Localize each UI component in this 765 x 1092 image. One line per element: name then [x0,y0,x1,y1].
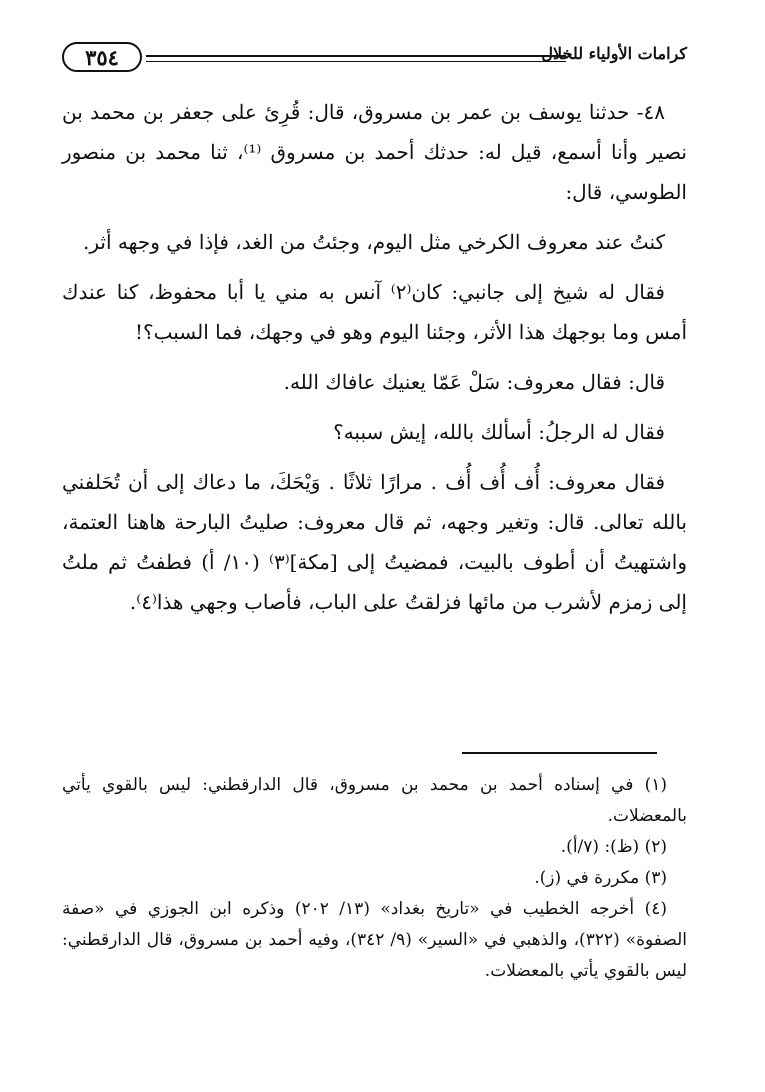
book-title: كرامات الأولياء للخلال [541,44,687,63]
paragraph: فقال له شيخ إلى جانبي: كان⁽٢⁾ آنس به مني يا أبا محفوظ، كنا عندك أمس وما بوجهك هذا الأثر، وجئنا اليوم وهو في وجهك، فما السبب؟! [62,280,687,344]
footnotes [62,770,687,987]
paragraph: فقال معروف: أُف أُف أُف . مرارًا ثلاثًا . وَيْحَكَ، ما دعاك إلى أن تُحَلفني بالله تعالى. قال: وتغير وجهه، ثم قال معروف: صليتُ البارحة هاهنا العتمة، واشتهيتُ أن أطوف بالبيت، فمضيتُ إلى [مكة]⁽٣⁾ (١٠/ أ) فطفتُ ثم ملتُ إلى زمزم لأشرب من مائها فزلقتُ على الباب، فأصاب وجهي هذا⁽٤⁾. [62,470,687,614]
header-rule-thin [146,61,566,62]
footnote-3: (٣) مكررة في (ز). [534,868,667,888]
paragraph: كنتُ عند معروف الكرخي مثل اليوم، وجئتُ من الغد، فإذا في وجهه أثر. [83,230,665,254]
paragraph-48: ٤٨- حدثنا يوسف بن عمر بن مسروق، قال: قُرِئ على جعفر بن محمد بن نصير وأنا أسمع، قيل له: حدثك أحمد بن مسروق ⁽¹⁾، ثنا محمد بن منصور الطوسي، قال: [62,100,687,204]
footnote-1: (١) في إسناده أحمد بن محمد بن مسروق، قال الدارقطني: ليس بالقوي يأتي بالمعضلات. [62,775,687,826]
page-header [62,40,687,80]
page-number-badge [62,42,142,72]
header-rule [146,55,566,57]
page-number: ٣٥٤ [85,44,119,70]
main-text [62,92,687,632]
footnote-2: (٢) (ظ): (٧/أ). [560,837,667,857]
footnote-separator [462,752,657,754]
paragraph: قال: فقال معروف: سَلْ عَمّا يعنيك عافاك الله. [283,370,665,394]
paragraph: فقال له الرجلُ: أسألك بالله، إيش سببه؟ [333,420,665,444]
footnote-4: (٤) أخرجه الخطيب في «تاريخ بغداد» (١٣/ ٢٠٢) وذكره ابن الجوزي في «صفة الصفوة» (٣٢٢)، والذهبي في «السير» (٩/ ٣٤٢)، وفيه أحمد بن مسروق، قال الدارقطني: ليس بالقوي يأتي بالمعضلات. [62,899,688,981]
